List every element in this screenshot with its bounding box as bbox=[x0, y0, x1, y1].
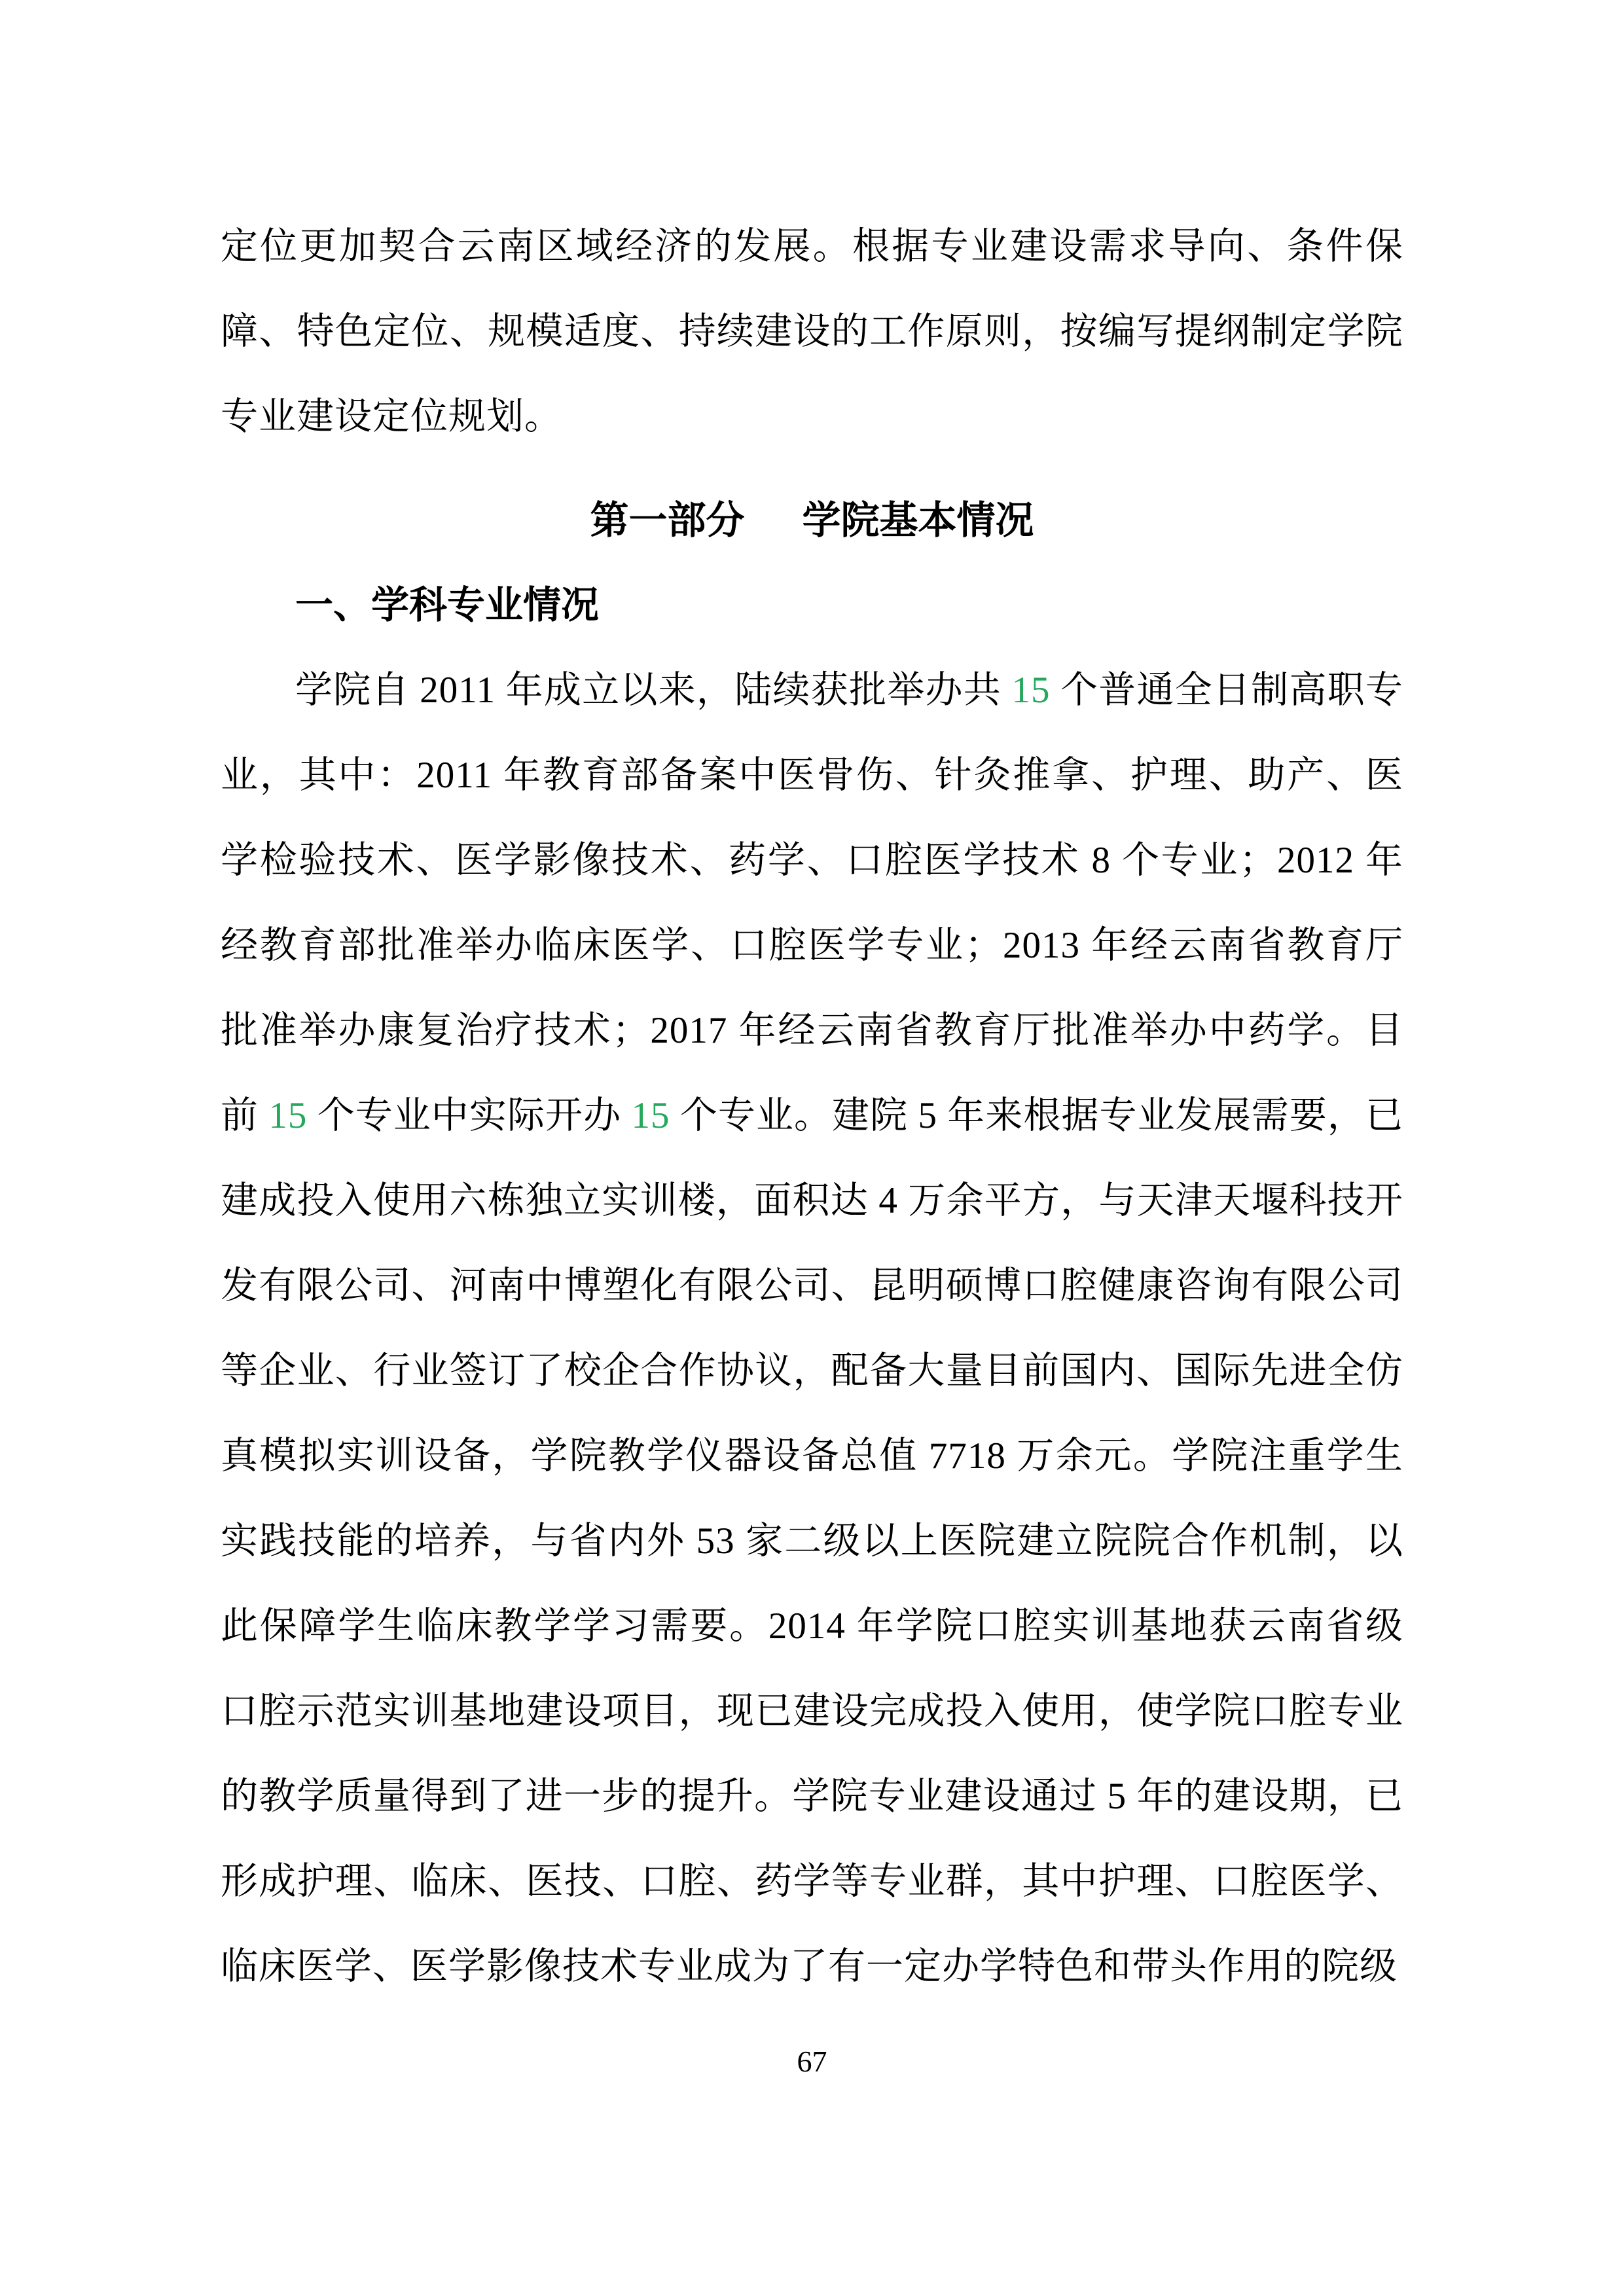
page-content bbox=[221, 204, 1403, 2009]
body-text-segment: 个普通全日制高职专业，其中：2011 年教育部备案中医骨伤、针灸推拿、护理、助产、医学检验技术、医学影像技术、药学、口腔医学技术 8 个专业；2012 年经教育部批准举办临床医学、口腔医学专业；2013 年经云南省教育厅批准举办康复治疗技术；2017 年经云南省教育厅批准举办中药学。目前 bbox=[221, 670, 1404, 1136]
body-text-segment: 学院自 2011 年成立以来，陆续获批举办共 bbox=[295, 670, 1012, 711]
highlighted-number: 15 bbox=[268, 1095, 308, 1136]
section-heading bbox=[221, 478, 1403, 563]
highlighted-number: 15 bbox=[1011, 670, 1051, 711]
page-number: 67 bbox=[797, 2045, 827, 2078]
body-paragraph bbox=[221, 648, 1403, 2009]
intro-paragraph: 定位更加契合云南区域经济的发展。根据专业建设需求导向、条件保障、特色定位、规模适度、持续建设的工作原则，按编写提纲制定学院专业建设定位规划。 bbox=[221, 226, 1403, 437]
section-part-label: 第一部分 bbox=[590, 499, 745, 542]
subsection-heading: 一、学科专业情况 bbox=[295, 584, 600, 626]
body-text-segment: 个专业中实际开办 bbox=[307, 1095, 632, 1136]
highlighted-number: 15 bbox=[631, 1095, 670, 1136]
section-title: 学院基本情况 bbox=[802, 499, 1034, 542]
body-text-segment: 个专业。建院 5 年来根据专业发展需要，已建成投入使用六栋独立实训楼，面积达 4 万余平方，与天津天堰科技开发有限公司、河南中博塑化有限公司、昆明硕博口腔健康咨询有限公司等企业、行业签订了校企合作协议，配备大量目前国内、国际先进全仿真模拟实训设备，学院教学仪器设备总值 7718 万余元。学院注重学生实践技能的培养，与省内外 53 家二级以上医院建立院院合作机制，以此保障学生临床教学学习需要。2014 年学院口腔实训基地获云南省级口腔示范实训基地建设项目，现已建设完成投入使用，使学院口腔专业的教学质量得到了进一步的提升。学院专业建设通过 5 年的建设期，已形成护理、临床、医技、口腔、药学等专业群，其中护理、口腔医学、临床医学、医学影像技术专业成为了有一定办学特色和带头作用的院级 bbox=[221, 1095, 1403, 1987]
